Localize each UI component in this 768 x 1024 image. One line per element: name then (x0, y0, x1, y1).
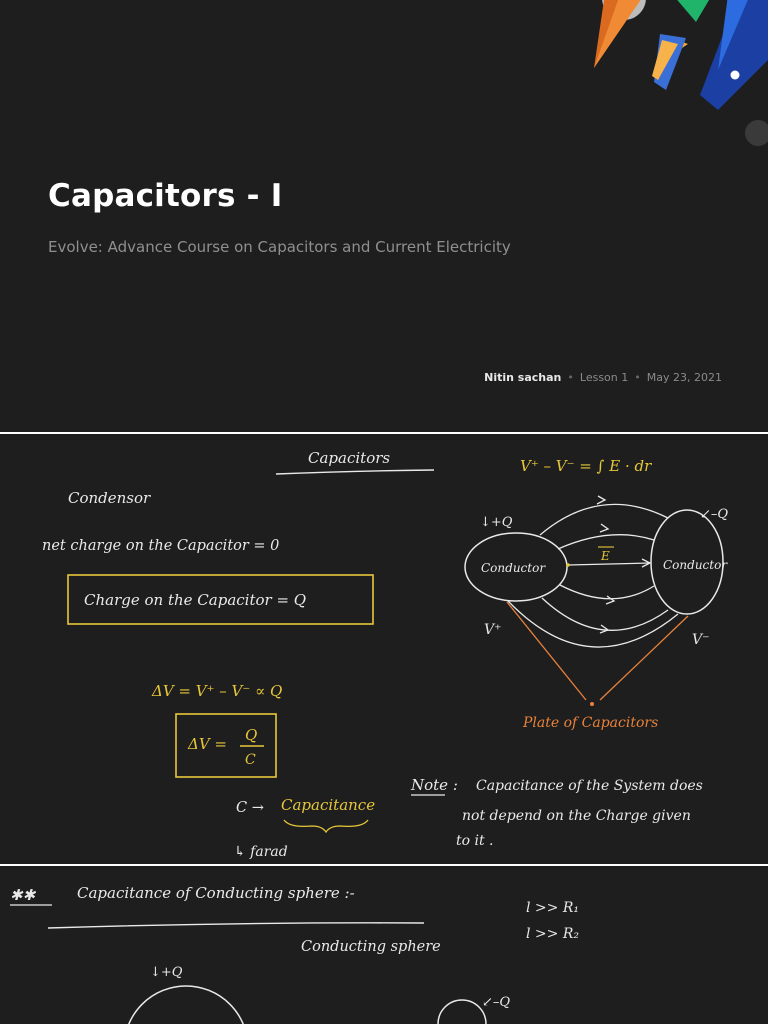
notes-heading: Capacitors (308, 449, 391, 467)
section-heading-underline (48, 923, 424, 928)
fraction-numerator: Q (245, 726, 258, 744)
lesson-meta (484, 371, 722, 384)
right-conductor-label: Conductor (663, 558, 728, 572)
farad-unit: ↳ farad (234, 844, 288, 860)
capacitance-brace (284, 820, 368, 832)
capacitance-word: Capacitance (281, 796, 376, 814)
course-subtitle: Evolve: Advance Course on Capacitors and Current Electricity (48, 238, 511, 256)
note-label: Note : (411, 776, 458, 794)
note-line-3: to it . (456, 833, 494, 849)
sphere2-charge: ↙–Q (482, 995, 511, 1010)
plate-point (590, 702, 594, 706)
potential-difference-formula: V⁺ – V⁻ = ∫ E · dr (520, 457, 652, 475)
plus-q-label: ↓+Q (480, 515, 513, 530)
lesson-date: May 23, 2021 (646, 371, 722, 384)
notes-board-2 (0, 866, 768, 1024)
c-arrow: C → (236, 800, 264, 816)
notes-board (0, 434, 768, 864)
meta-separator: • (634, 371, 641, 384)
cover-slide (0, 0, 768, 432)
page-title: Capacitors - I (48, 178, 283, 214)
important-stars: ✱✱ (10, 886, 36, 904)
delta-v-proportional: ΔV = V⁺ – V⁻ ∝ Q (152, 682, 283, 700)
notes-slide-1 (0, 434, 768, 864)
plate-arrows (507, 602, 688, 700)
condition-2: l >> R₂ (526, 926, 579, 942)
meta-separator: • (567, 371, 574, 384)
lesson-number: Lesson 1 (579, 371, 629, 384)
charge-on-capacitor: Charge on the Capacitor = Q (84, 591, 307, 609)
net-charge-statement: net charge on the Capacitor = 0 (42, 538, 280, 554)
section-heading: Capacitance of Conducting sphere :- (77, 884, 355, 902)
condition-1: l >> R₁ (526, 900, 579, 916)
field-point (566, 563, 570, 567)
notes-slide-2 (0, 866, 768, 1024)
e-vector-label: E (601, 549, 610, 563)
note-line-2: not depend on the Charge given (462, 808, 691, 824)
decorative-stationery-illustration (578, 0, 768, 150)
condensor-label: Condensor (68, 489, 151, 507)
fraction-denominator: C (245, 752, 256, 768)
sphere-1 (124, 986, 248, 1024)
center-field-line (568, 563, 650, 565)
conducting-sphere-label: Conducting sphere (301, 939, 441, 955)
left-conductor-label: Conductor (481, 561, 546, 575)
note-line-1: Capacitance of the System does (476, 778, 703, 794)
sphere-2 (438, 1000, 486, 1024)
v-minus-label: V⁻ (692, 632, 710, 648)
delta-v-lhs: ΔV = (188, 735, 228, 753)
sphere1-charge: ↓+Q (150, 965, 183, 980)
minus-q-label: ↙–Q (700, 507, 729, 522)
plate-label: Plate of Capacitors (523, 715, 659, 731)
heading-underline (276, 470, 434, 474)
author-name: Nitin sachan (484, 371, 562, 384)
v-plus-label: V⁺ (484, 622, 502, 638)
